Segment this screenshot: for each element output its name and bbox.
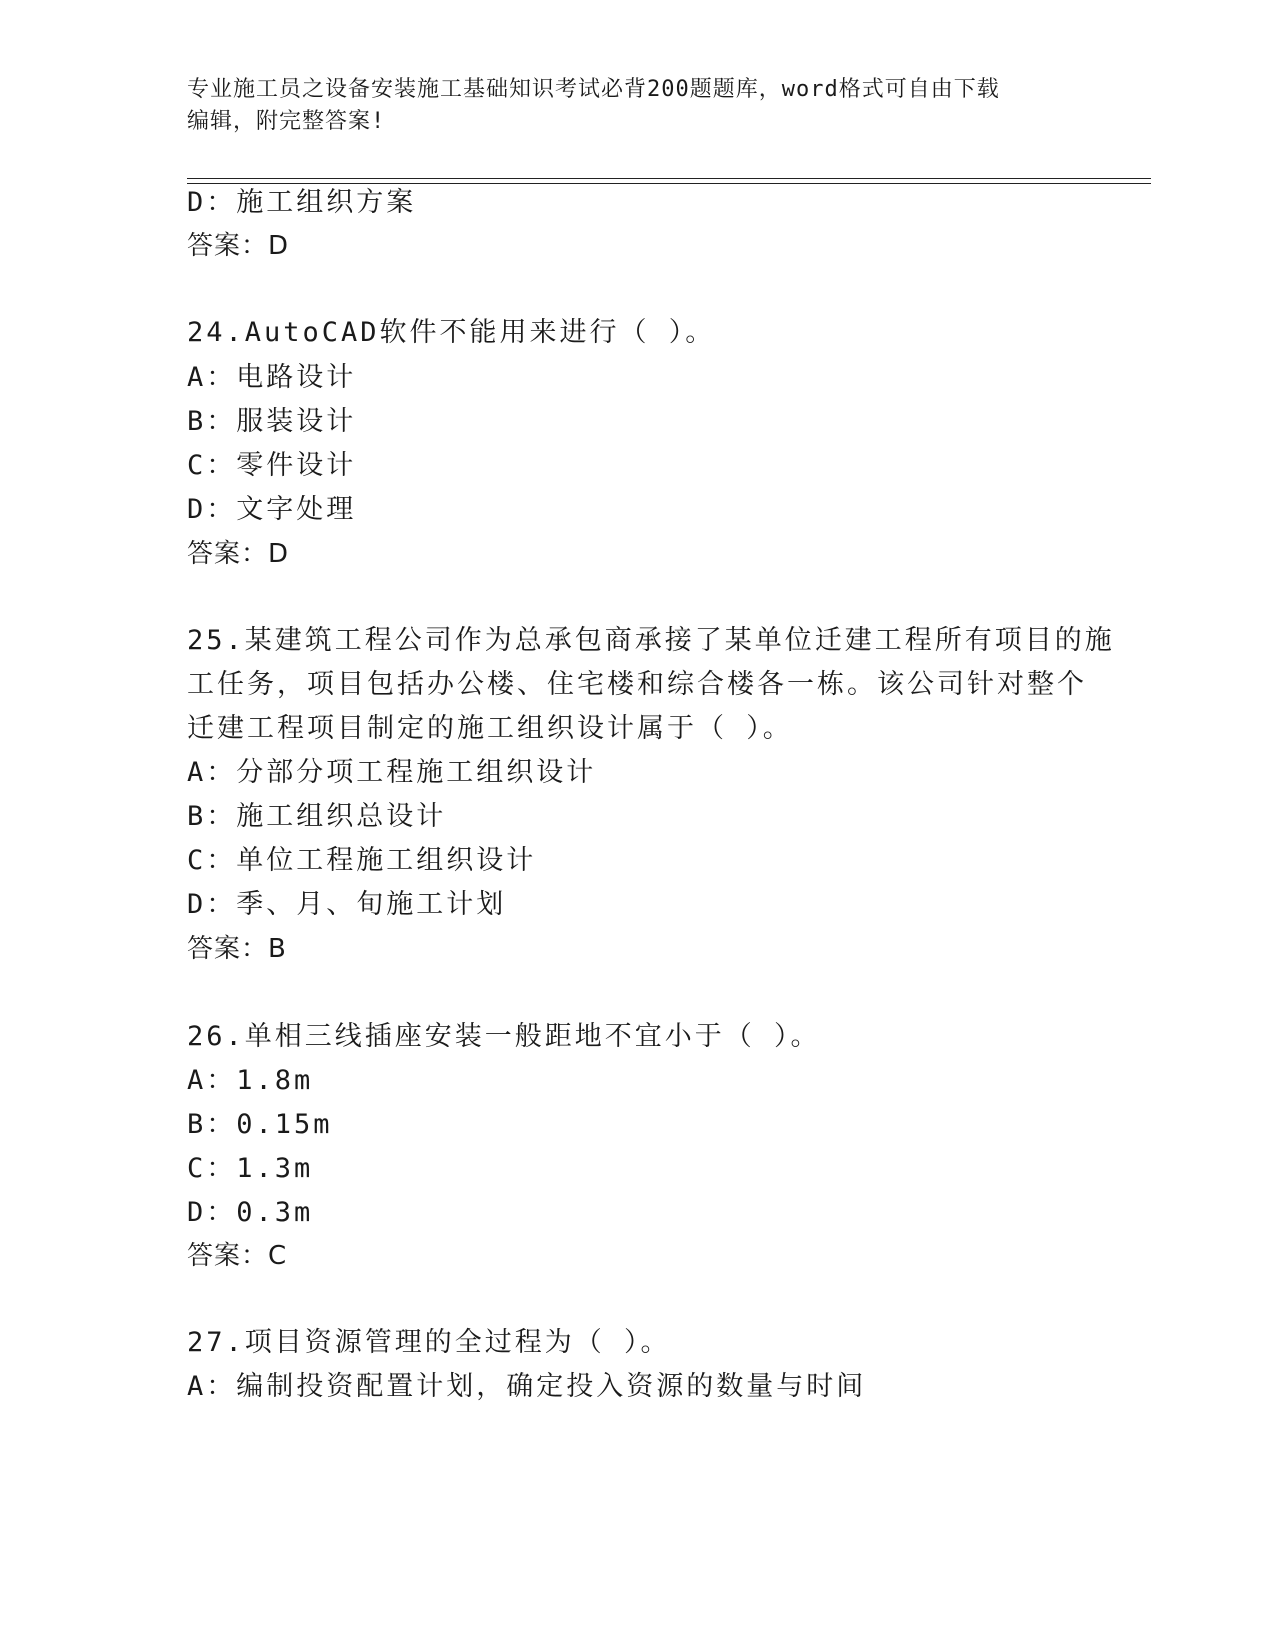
q24-answer: 答案：D [187,539,290,569]
q23-answer: 答案：D [187,231,290,261]
q26-option-d: D：0.3m [187,1197,314,1228]
header-divider-top [187,178,1151,179]
header-title-line-1: 专业施工员之设备安装施工基础知识考试必背200题题库，word格式可自由下载 [187,77,1000,102]
q25-option-c: C：单位工程施工组织设计 [187,845,537,876]
q24-option-b: B：服装设计 [187,406,357,437]
document-header [187,74,1067,138]
q25-stem-line-2: 工任务，项目包括办公楼、住宅楼和综合楼各一栋。该公司针对整个 [187,669,1087,700]
q26-option-a: A：1.8m [187,1065,314,1096]
q26-stem: 26.单相三线插座安装一般距地不宜小于（ ）。 [187,1021,821,1052]
q27-stem: 27.项目资源管理的全过程为（ ）。 [187,1327,671,1358]
q25-stem-line-3: 迁建工程项目制定的施工组织设计属于（ ）。 [187,713,793,744]
q27-option-a: A：编制投资配置计划，确定投入资源的数量与时间 [187,1371,867,1402]
q23-option-d: D：施工组织方案 [187,187,417,218]
header-title-line-2: 编辑，附完整答案! [187,109,386,134]
q26-answer: 答案：C [187,1241,288,1271]
q24-option-a: A：电路设计 [187,362,357,393]
q25-option-d: D：季、月、旬施工计划 [187,889,507,920]
q26-option-c: C：1.3m [187,1153,314,1184]
q25-option-a: A：分部分项工程施工组织设计 [187,757,597,788]
q26-option-b: B：0.15m [187,1109,333,1140]
q24-option-c: C：零件设计 [187,450,357,481]
q24-stem: 24.AutoCAD软件不能用来进行（ ）。 [187,317,716,348]
q25-answer: 答案：B [187,934,287,964]
header-divider-bottom [187,183,1151,184]
q25-stem-line-1: 25.某建筑工程公司作为总承包商承接了某单位迁建工程所有项目的施 [187,625,1115,656]
q24-option-d: D：文字处理 [187,494,357,525]
q25-option-b: B：施工组织总设计 [187,801,447,832]
